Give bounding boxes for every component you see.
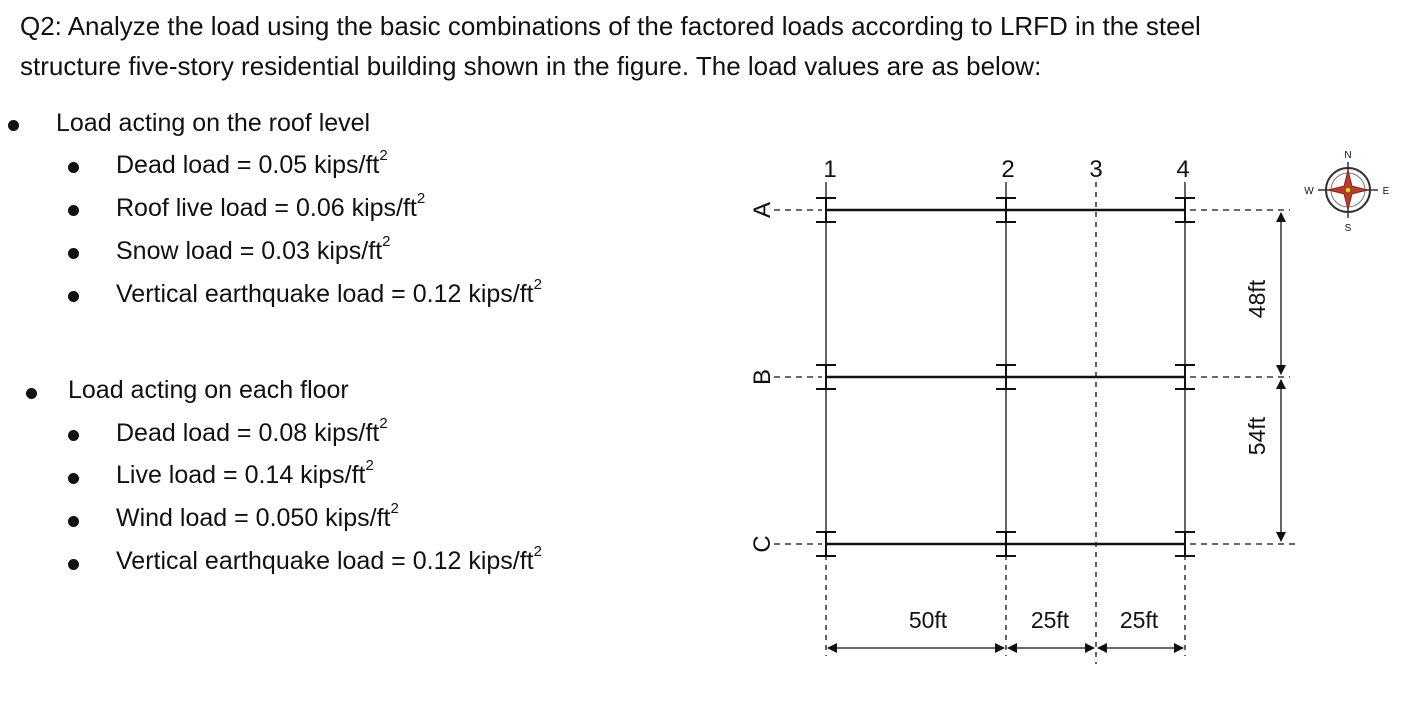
roof-item-exponent: 2 [533, 276, 542, 293]
dim-label-50ft: 50ft [908, 607, 948, 633]
compass-rose [1304, 150, 1389, 234]
question-line-1: Q2: Analyze the load using the basic combinations of the factored loads according to LRFD in the steel [20, 11, 1201, 41]
column-label-3: 3 [1089, 156, 1103, 183]
roof-item-label: Dead load = 0.05 kips/ft [116, 151, 380, 179]
row-label-a: A [749, 201, 776, 219]
column-label-4: 4 [1176, 156, 1190, 183]
compass-north: N [1344, 150, 1352, 161]
roof-item-label: Vertical earthquake load = 0.12 kips/ft [116, 280, 534, 308]
question-line-2: structure five-story residential building shown in the figure. The load values are as below: [20, 51, 1042, 81]
floor-item-exponent: 2 [365, 457, 374, 474]
column-label-1: 1 [823, 156, 837, 183]
floor-heading: Load acting on each floor [68, 376, 349, 404]
dim-label-25ft-b: 25ft [1119, 607, 1159, 633]
column-label-2: 2 [1001, 156, 1015, 183]
dim-label-25ft-a: 25ft [1030, 607, 1070, 633]
compass-east: E [1382, 186, 1390, 197]
row-label-b: B [749, 368, 776, 386]
compass-west: W [1304, 186, 1314, 197]
compass-south: S [1344, 223, 1352, 234]
floor-item-label: Dead load = 0.08 kips/ft [116, 419, 380, 447]
floor-item-label: Live load = 0.14 kips/ft [116, 461, 366, 489]
roof-item-exponent: 2 [379, 147, 388, 164]
floor-item-exponent: 2 [533, 543, 542, 560]
roof-item-exponent: 2 [382, 233, 391, 250]
roof-item-label: Snow load = 0.03 kips/ft [116, 237, 383, 265]
roof-item-exponent: 2 [416, 190, 426, 207]
roof-heading: Load acting on the roof level [56, 109, 371, 137]
grid-columns [826, 182, 1185, 664]
floor-item-exponent: 2 [379, 415, 388, 432]
row-label-c: C [749, 535, 776, 553]
floor-item-exponent: 2 [390, 500, 399, 517]
floor-item-label: Vertical earthquake load = 0.12 kips/ft [116, 547, 534, 575]
dim-label-48ft: 48ft [1244, 279, 1270, 319]
floor-item-label: Wind load = 0.050 kips/ft [116, 504, 391, 532]
roof-item-label: Roof live load = 0.06 kips/ft [116, 194, 417, 222]
dim-label-54ft: 54ft [1244, 416, 1270, 456]
